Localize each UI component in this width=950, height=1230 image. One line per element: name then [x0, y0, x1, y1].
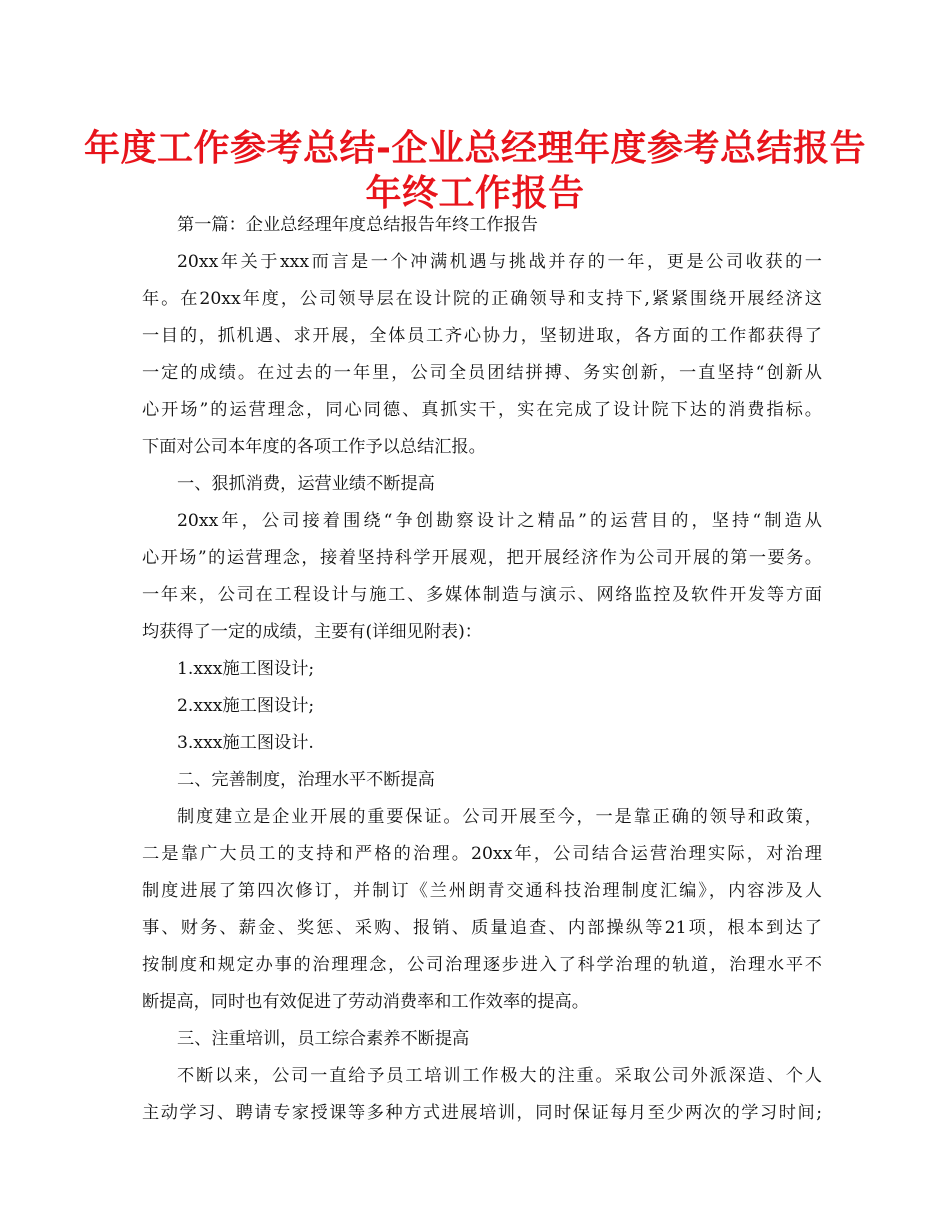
section-heading: 二、完善制度，治理水平不断提高 [177, 770, 435, 790]
body-line: 制度进展了第四次修订，并制订《兰州朗青交通科技治理制度汇编》，内容涉及人 [142, 881, 822, 901]
body-line: 一定的成绩。在过去的一年里，公司全员团结拼搏、务实创新，一直坚持“创新从 [142, 363, 822, 383]
body-line: 一年来，公司在工程设计与施工、多媒体制造与演示、网络监控及软件开发等方面 [142, 585, 822, 605]
body-line: 不断以来，公司一直给予员工培训工作极大的注重。采取公司外派深造、个人 [177, 1066, 822, 1086]
body-line: 主动学习、聘请专家授课等多种方式进展培训，同时保证每月至少两次的学习时间; [142, 1103, 822, 1123]
section-heading: 一、狠抓消费，运营业绩不断提高 [177, 474, 435, 494]
list-item: 2.xxx施工图设计; [177, 696, 315, 716]
document-title-line-1: 年度工作参考总结-企业总经理年度参考总结报告 [84, 128, 866, 169]
body-line: 二是靠广大员工的支持和严格的治理。20xx年，公司结合运营治理实际，对治理 [142, 844, 822, 864]
section-heading: 三、注重培训，员工综合素养不断提高 [177, 1029, 470, 1049]
document-title-line-2: 年终工作报告 [365, 173, 585, 214]
body-line: 心开场”的运营理念，同心同德、真抓实干，实在完成了设计院下达的消费指标。 [142, 400, 822, 420]
body-line: 年。在20xx年度，公司领导层在设计院的正确领导和支持下,紧紧围绕开展经济这 [142, 289, 822, 309]
body-line: 20xx年，公司接着围绕“争创勘察设计之精品”的运营目的，坚持“制造从 [177, 511, 822, 531]
body-line: 20xx年关于xxx而言是一个冲满机遇与挑战并存的一年，更是公司收获的一 [177, 252, 822, 272]
body-line: 下面对公司本年度的各项工作予以总结汇报。 [142, 437, 486, 457]
body-line: 按制度和规定办事的治理理念，公司治理逐步进入了科学治理的轨道，治理水平不 [142, 955, 822, 975]
body-line: 断提高，同时也有效促进了劳动消费率和工作效率的提高。 [142, 992, 589, 1012]
body-line-section-heading: 第一篇：企业总经理年度总结报告年终工作报告 [177, 215, 538, 235]
list-item: 1.xxx施工图设计; [177, 659, 315, 679]
body-line: 事、财务、薪金、奖惩、采购、报销、质量追查、内部操纵等21项，根本到达了 [142, 918, 822, 938]
body-line: 均获得了一定的成绩，主要有(详细见附表)： [142, 622, 482, 642]
body-line: 一目的，抓机遇、求开展，全体员工齐心协力，坚韧进取，各方面的工作都获得了 [142, 326, 822, 346]
body-line: 制度建立是企业开展的重要保证。公司开展至今，一是靠正确的领导和政策， [177, 807, 822, 827]
list-item: 3.xxx施工图设计. [177, 733, 314, 753]
body-line: 心开场”的运营理念，接着坚持科学开展观，把开展经济作为公司开展的第一要务。 [142, 548, 822, 568]
